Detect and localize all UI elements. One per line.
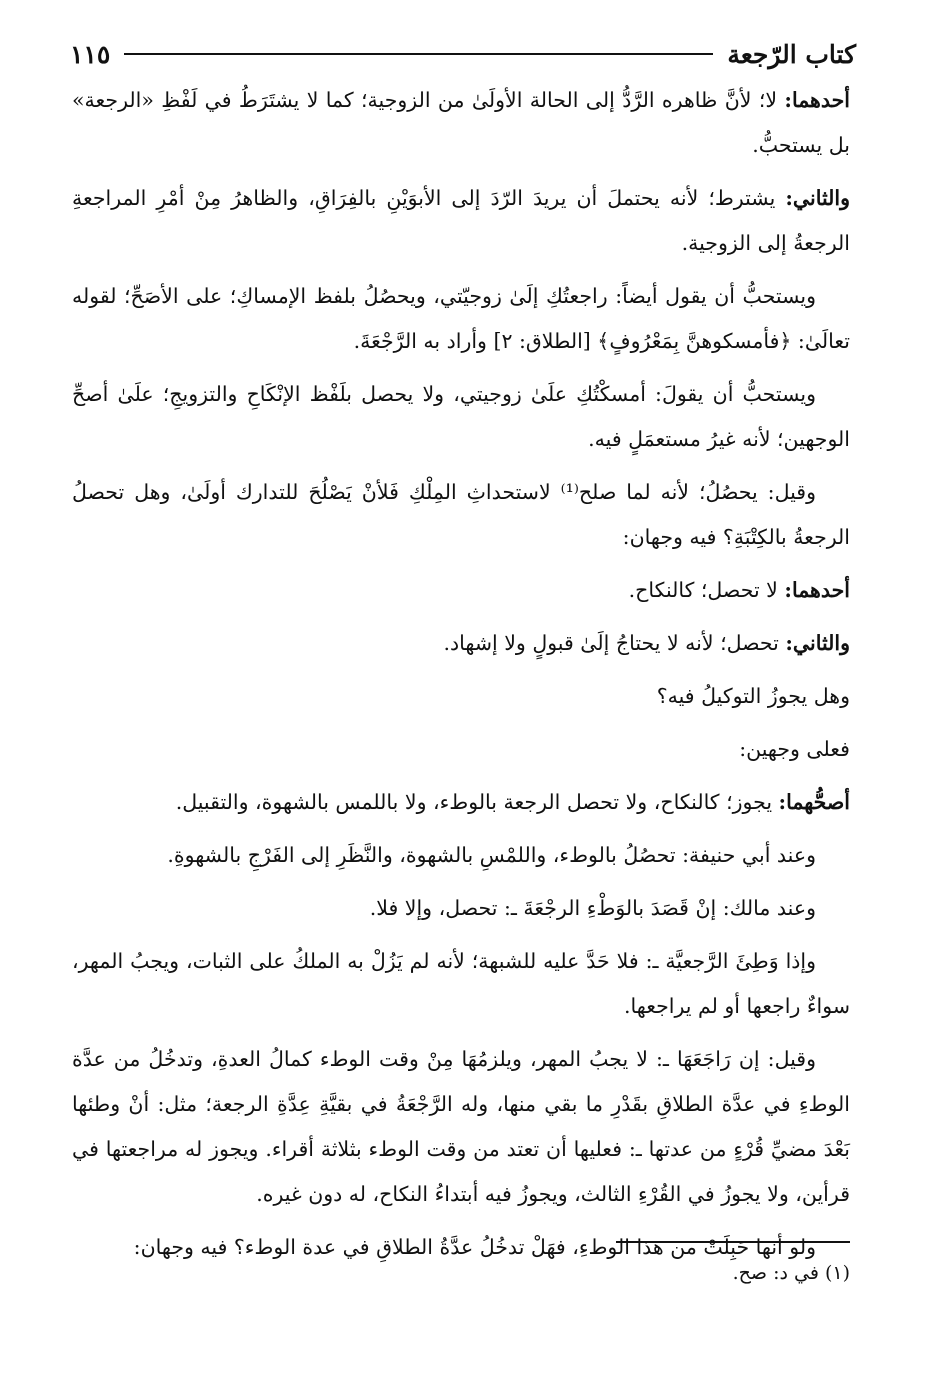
paragraph-text: لا؛ لأنَّ ظاهره الرَّدُّ إلى الحالة الأولَىٰ من الزوجية؛ كما لا يشتَرَطُ في لَفْظِ «الرجعة» بل يستحبُّ. <box>72 88 850 157</box>
paragraph <box>72 886 850 931</box>
paragraph-text: ويستحبُّ أن يقول أيضاً: راجعتُكِ إلَىٰ زوجيّتي، ويحصُلُ بلفظ الإمساكِ؛ على الأصَحِّ؛ لقوله تعالَىٰ: ﴿فأمسكوهنَّ بِمَعْرُوفٍ﴾ [الطلاق: ٢] وأراد به الرَّجْعَةَ. <box>72 284 850 353</box>
paragraph-text: يشترط؛ لأنه يحتملَ أن يريدَ الرّدَ إلى الأبوَيْنِ بالفِرَاقِ، والظاهرُ مِنْ أمْرِ المراجعةِ الرجعةُ إلى الزوجية. <box>72 186 850 255</box>
paragraph-text: وعند مالك: إنْ قَصَدَ بالوَطْءِ الرجْعَةَ ـ: تحصل، وإلا فلا. <box>369 896 816 920</box>
paragraph-text: لا تحصل؛ كالنكاح. <box>628 578 785 602</box>
paragraph-text: وعند أبي حنيفة: تحصُلُ بالوطء، واللمْسِ بالشهوة، والنَّظَرِ إلى الفَرْجِ بالشهوةِ. <box>167 843 816 867</box>
paragraph <box>72 568 850 613</box>
paragraph <box>72 372 850 462</box>
paragraph <box>72 833 850 878</box>
paragraph-lead: والثاني: <box>785 631 850 655</box>
paragraph <box>72 470 850 560</box>
paragraph-lead: والثاني: <box>785 186 850 210</box>
page-number: ١١٥ <box>70 39 111 69</box>
paragraph-lead: أحدهما: <box>784 88 850 112</box>
paragraph-lead: أحدهما: <box>784 578 850 602</box>
header-rule <box>124 53 713 55</box>
paragraph-text: يجوز؛ كالنكاح، ولا تحصل الرجعة بالوطء، ولا باللمس بالشهوة، والتقبيل. <box>175 790 779 814</box>
paragraph <box>72 674 850 719</box>
paragraph-text: تحصل؛ لأنه لا يحتاجُ إلَىٰ قبولٍ ولا إشهاد. <box>443 631 786 655</box>
paragraph-text: وهل يجوزُ التوكيلُ فيه؟ <box>656 684 850 708</box>
paragraph-text: وقيل: إن رَاجَعَهَا ـ: لا يجبُ المهر، ويلزمُهَا مِنْ وقت الوطء كمالُ العدةِ، وتدخُلُ من عدَّة الوطءِ في عدَّة الطلاقِ بقَدْرِ ما بقي منها، وله الرَّجْعَةُ في بقيَّةِ عِدَّةِ الرجعة؛ مثل: أنْ وطئها بَعْدَ مضيِّ قُرْءٍ من عدتها ـ: فعليها أن تعتد من وقت الوطء بثلاثة أقراء. ويجوز له مراجعتها في قرأين، ولا يجوزُ في القُرْءِ الثالث، ويجوزُ فيه أبتداءُ النكاح، له دون غيره. <box>72 1047 850 1206</box>
footnote: (١) في د: صح. <box>732 1262 850 1284</box>
paragraph-lead: أصحُّهما: <box>778 790 850 814</box>
paragraph <box>72 176 850 266</box>
paragraph-text: وإذا وَطِئَ الرَّجعيَّة ـ: فلا حَدَّ عليه للشبهة؛ لأنه لم يَزُلْ به الملكُ على الثبات، ويجبُ المهر، سواءٌ راجعها أو لم يراجعها. <box>72 949 850 1018</box>
main-text <box>72 78 850 1278</box>
paragraph <box>72 780 850 825</box>
paragraph <box>72 727 850 772</box>
book-title: كتاب الرّجعة <box>727 39 856 69</box>
paragraph <box>72 78 850 168</box>
paragraph-text: فعلى وجهين: <box>739 737 850 761</box>
paragraph <box>72 274 850 364</box>
paragraph-text: ولو أنها حَبِلَتْ من هذا الوطءِ، فهَلْ تدخُلُ عدَّةُ الطلاقِ في عدة الوطء؟ فيه وجهان: <box>133 1235 816 1259</box>
footnote-separator <box>616 1241 850 1243</box>
paragraph <box>72 1037 850 1217</box>
paragraph-text: ويستحبُّ أن يقولَ: أمسكْتُكِ علَىٰ زوجيتي، ولا يحصل بلَفْظ الإنْكَاحِ والتزويجِ؛ علَىٰ أصحِّ الوجهين؛ لأنه غيرُ مستعمَلٍ فيه. <box>72 382 850 451</box>
running-header <box>70 34 856 74</box>
paragraph-text: وقيل: يحصُلُ؛ لأنه لما صلح⁽¹⁾ لاستحداثِ المِلْكِ فَلأنْ يَصْلُحَ للتدارك أولَىٰ، وهل تحصلُ الرجعةُ بالكِتْبَةِ؟ فيه وجهان: <box>72 480 850 549</box>
paragraph <box>72 621 850 666</box>
paragraph <box>72 939 850 1029</box>
